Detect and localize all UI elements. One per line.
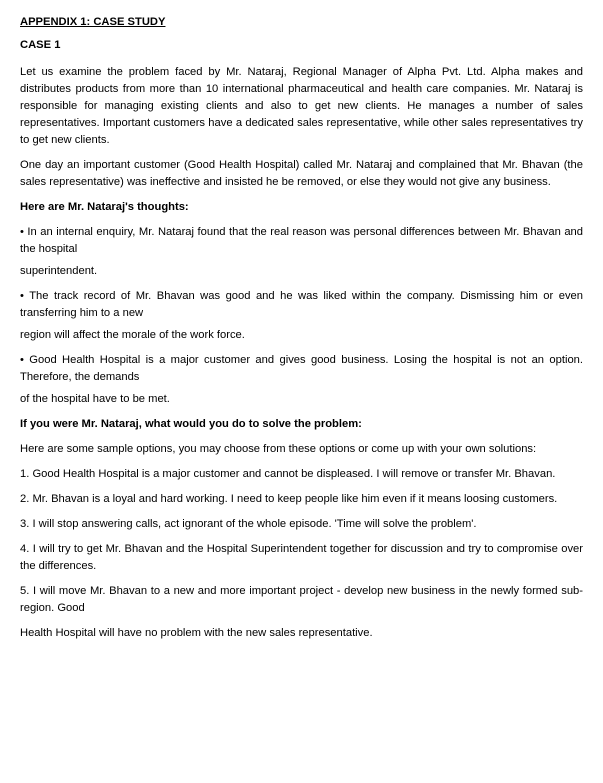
- complaint-paragraph: One day an important customer (Good Health Hospital) called Mr. Nataraj and complained that Mr. Bhavan (the sales representative) was ineffective and insisted he be removed, or else they would not give any business.: [20, 159, 583, 188]
- intro-paragraph: Let us examine the problem faced by Mr. Nataraj, Regional Manager of Alpha Pvt. Ltd. Alpha makes and distributes products from more than 10 international pharmaceutical and health care companies. Mr. Nataraj is responsible for managing existing clients and also to get new clients. He manages a number of sales representatives. Important customers have a dedicated sales representative, while other sales representatives try to get new clients.: [20, 66, 583, 146]
- thought-2: • The track record of Mr. Bhavan was good and he was liked within the company. Dismissing him or even transferring him to a new: [20, 290, 583, 319]
- option-5: 5. I will move Mr. Bhavan to a new and more important project - develop new business in the newly formed sub-region. Good: [20, 585, 583, 614]
- option-1: 1. Good Health Hospital is a major customer and cannot be displeased. I will remove or transfer Mr. Bhavan.: [20, 468, 556, 480]
- thought-1: • In an internal enquiry, Mr. Nataraj found that the real reason was personal differences between Mr. Bhavan and the hospital: [20, 226, 583, 255]
- option-3: 3. I will stop answering calls, act ignorant of the whole episode. 'Time will solve the problem'.: [20, 518, 477, 530]
- question-heading: If you were Mr. Nataraj, what would you do to solve the problem:: [20, 418, 362, 430]
- case-label: CASE 1: [20, 39, 61, 51]
- thought-1-continuation: superintendent.: [20, 265, 98, 277]
- closing-line: Health Hospital will have no problem with the new sales representative.: [20, 627, 373, 639]
- option-4: 4. I will try to get Mr. Bhavan and the Hospital Superintendent together for discussion and try to compromise over the differences.: [20, 543, 583, 572]
- thought-3-continuation: of the hospital have to be met.: [20, 393, 170, 405]
- appendix-title: APPENDIX 1: CASE STUDY: [20, 16, 166, 28]
- thoughts-heading: Here are Mr. Nataraj's thoughts:: [20, 201, 189, 213]
- option-2: 2. Mr. Bhavan is a loyal and hard working. I need to keep people like him even if it means loosing customers.: [20, 493, 558, 505]
- options-intro: Here are some sample options, you may choose from these options or come up with your own solutions:: [20, 443, 537, 455]
- thought-3: • Good Health Hospital is a major customer and gives good business. Losing the hospital is not an option. Therefore, the demands: [20, 354, 583, 383]
- thought-2-continuation: region will affect the morale of the work force.: [20, 329, 245, 341]
